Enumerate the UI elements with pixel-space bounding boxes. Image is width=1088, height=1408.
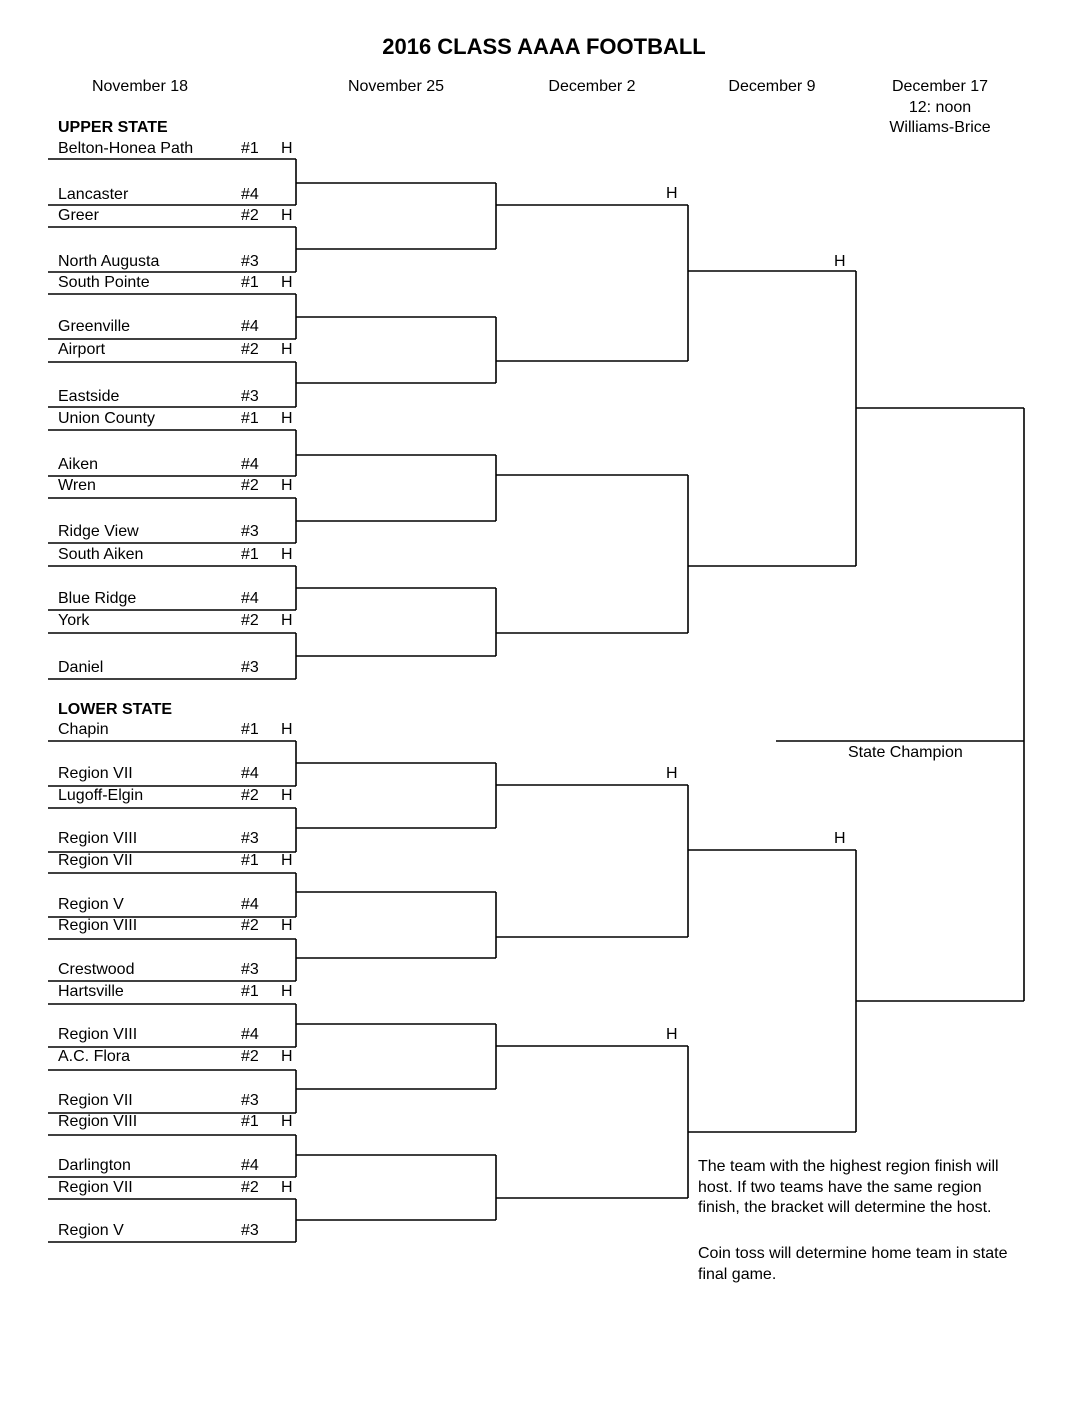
team-name: York [58, 612, 90, 629]
team-seed: #4 [241, 1026, 259, 1043]
lower-state-label: LOWER STATE [58, 701, 173, 718]
round2-host-upper: H [666, 185, 678, 202]
team-name: Region VII [58, 1092, 133, 1109]
team-seed: #4 [241, 590, 259, 607]
team-seed: #3 [241, 961, 259, 978]
team-name: Airport [58, 341, 106, 358]
team-seed: #4 [241, 1157, 259, 1174]
team-name: Region VIII [58, 830, 138, 847]
team-name: Region VII [58, 1179, 133, 1196]
team-name: South Pointe [58, 274, 150, 291]
team-seed: #1 [241, 274, 259, 291]
team-seed: #2 [241, 207, 259, 224]
team-seed: #2 [241, 1179, 259, 1196]
team-name: North Augusta [58, 253, 160, 270]
team-seed: #2 [241, 787, 259, 804]
team-name: Greer [58, 207, 99, 224]
team-seed: #2 [241, 1048, 259, 1065]
team-seed: #1 [241, 721, 259, 738]
team-host-marker: H [281, 721, 293, 738]
team-name: Union County [58, 410, 155, 427]
team-host-marker: H [281, 546, 293, 563]
team-name: Greenville [58, 318, 131, 335]
team-host-marker: H [281, 410, 293, 427]
team-seed: #1 [241, 1113, 259, 1130]
team-seed: #2 [241, 612, 259, 629]
round-header-2: November 25 [347, 78, 445, 95]
team-name: Aiken [58, 456, 99, 473]
team-name: Hartsville [58, 983, 124, 1000]
upper-state-label: UPPER STATE [58, 119, 168, 136]
team-seed: #3 [241, 253, 259, 270]
team-seed: #2 [241, 917, 259, 934]
team-seed: #1 [241, 410, 259, 427]
team-host-marker: H [281, 1179, 293, 1196]
team-seed: #3 [241, 388, 259, 405]
team-name: Blue Ridge [58, 590, 137, 607]
team-host-marker: H [281, 341, 293, 358]
team-name: Lugoff-Elgin [58, 787, 144, 804]
team-name: Lancaster [58, 186, 129, 203]
team-name: Wren [58, 477, 96, 494]
team-host-marker: H [281, 1113, 293, 1130]
team-seed: #3 [241, 523, 259, 540]
round-header-5: December 17 [891, 78, 989, 95]
round-header-4: December 9 [728, 78, 816, 95]
team-host-marker: H [281, 207, 293, 224]
round3-host-lower: H [834, 830, 846, 847]
team-seed: #1 [241, 983, 259, 1000]
team-name: A.C. Flora [58, 1048, 131, 1065]
team-name: Region VIII [58, 917, 138, 934]
host-rule-note: The team with the highest region finish will host. If two teams have the same region finish, the bracket will determine the host. [698, 1158, 999, 1216]
state-champion-label: State Champion [848, 744, 963, 761]
team-name: South Aiken [58, 546, 144, 563]
team-name: Daniel [58, 659, 104, 676]
round3-host-upper: H [834, 253, 846, 270]
team-name: Ridge View [58, 523, 139, 540]
round2-host-lower-a: H [666, 765, 678, 782]
team-name: Region VII [58, 765, 133, 782]
team-seed: #1 [241, 546, 259, 563]
team-name: Crestwood [58, 961, 135, 978]
team-host-marker: H [281, 274, 293, 291]
team-name: Region VIII [58, 1113, 138, 1130]
team-name: Chapin [58, 721, 109, 738]
final-venue: Williams-Brice [889, 119, 991, 136]
coin-toss-note: Coin toss will determine home team in state final game. [698, 1245, 1008, 1283]
team-name: Belton-Honea Path [58, 140, 194, 157]
final-time: 12: noon [908, 99, 972, 116]
team-host-marker: H [281, 140, 293, 157]
team-host-marker: H [281, 477, 293, 494]
team-seed: #3 [241, 830, 259, 847]
team-seed: #2 [241, 477, 259, 494]
round2-host-lower-b: H [666, 1026, 678, 1043]
bracket-title: 2016 CLASS AAAA FOOTBALL [382, 34, 706, 59]
team-seed: #1 [241, 852, 259, 869]
team-name: Region VII [58, 852, 133, 869]
round-header-3: December 2 [548, 78, 636, 95]
team-seed: #4 [241, 896, 259, 913]
team-host-marker: H [281, 983, 293, 1000]
team-name: Region V [58, 896, 124, 913]
team-seed: #3 [241, 1092, 259, 1109]
team-name: Region V [58, 1222, 124, 1239]
team-host-marker: H [281, 612, 293, 629]
team-seed: #3 [241, 659, 259, 676]
team-seed: #1 [241, 140, 259, 157]
team-host-marker: H [281, 787, 293, 804]
team-name: Eastside [58, 388, 120, 405]
team-host-marker: H [281, 852, 293, 869]
team-seed: #3 [241, 1222, 259, 1239]
team-seed: #4 [241, 186, 259, 203]
round-header-1: November 18 [91, 78, 189, 95]
team-seed: #4 [241, 456, 259, 473]
team-seed: #2 [241, 341, 259, 358]
team-host-marker: H [281, 1048, 293, 1065]
team-name: Region VIII [58, 1026, 138, 1043]
team-seed: #4 [241, 318, 259, 335]
team-name: Darlington [58, 1157, 131, 1174]
team-seed: #4 [241, 765, 259, 782]
team-host-marker: H [281, 917, 293, 934]
